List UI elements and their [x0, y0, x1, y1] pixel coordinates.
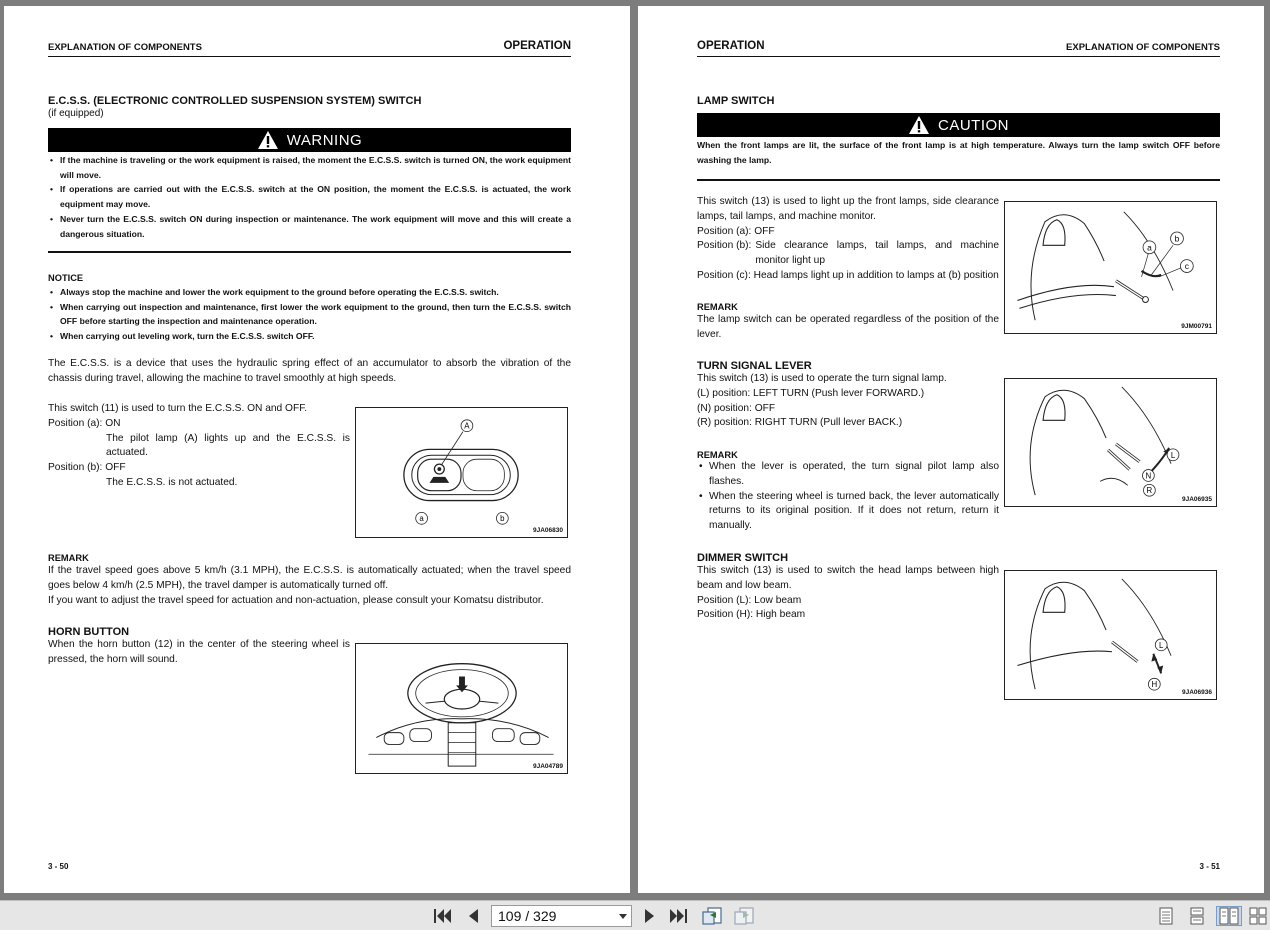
dimmer-lever-drawing	[1005, 571, 1216, 699]
position-label: Position (c):	[697, 269, 751, 281]
continuous-view-icon	[1190, 907, 1204, 925]
warning-item: • If the machine is traveling or the work equipment is raised, the moment the E.C.S.S. switch is turned ON, the work equipment will move.	[48, 153, 571, 182]
ecss-position-b	[48, 461, 350, 476]
position-value: Side clearance lamps, tail lamps, and machine monitor light up	[755, 240, 999, 267]
last-page-button[interactable]	[668, 906, 690, 926]
figure-callout: L	[1159, 640, 1164, 650]
figure-callout: c	[1184, 260, 1189, 271]
position-value: OFF	[105, 462, 126, 474]
figure-code: 9JA04789	[533, 763, 563, 770]
warning-triangle-icon	[257, 130, 279, 150]
warning-end-rule	[48, 251, 571, 253]
lamp-switch-figure	[1004, 201, 1217, 334]
warning-item: • If operations are carried out with the E.C.S.S. switch at the ON position, the moment the E.C.S.S. is actuated, the work equipment may move.	[48, 182, 571, 211]
warning-banner	[48, 128, 571, 152]
figure-callout: a	[1147, 242, 1152, 253]
continuous-facing-view-button[interactable]	[1248, 906, 1268, 926]
turn-signal-text	[697, 372, 999, 431]
previous-page-icon	[466, 907, 480, 925]
turn-signal-title: TURN SIGNAL LEVER	[697, 360, 812, 372]
go-back-button[interactable]	[700, 906, 724, 926]
figure-code: 9JA06830	[533, 527, 563, 534]
previous-page-button[interactable]	[463, 906, 483, 926]
lamp-remark-heading: REMARK	[697, 302, 738, 312]
go-forward-icon	[733, 906, 755, 926]
running-header-right: EXPLANATION OF COMPONENTS	[1066, 42, 1220, 53]
page-number-field[interactable]	[491, 905, 632, 927]
turn-remark-item: • When the lever is operated, the turn signal pilot lamp also flashes.	[697, 460, 999, 490]
ecss-switch-text	[48, 402, 350, 491]
notice-item: • When carrying out inspection and maintenance, first lower the work equipment to the ground, then turn the E.C.S.S. switch OFF before starting the inspection and maintenance operation.	[48, 300, 571, 329]
dimmer-position-h: Position (H): High beam	[697, 609, 806, 621]
position-label: Position (a):	[48, 417, 103, 429]
ecss-switch-intro: This switch (11) is used to turn the E.C.S.S. ON and OFF.	[48, 403, 308, 414]
running-header-left: OPERATION	[697, 40, 765, 52]
first-page-icon	[432, 907, 452, 925]
turn-remark-item: • When the steering wheel is turned back, the lever automatically returns to its original position. If it does not return, return it manually.	[697, 490, 999, 534]
figure-callout: H	[1151, 680, 1158, 690]
lamp-position-c	[697, 269, 999, 284]
turn-signal-position: (R) position: RIGHT TURN (Pull lever BACK.)	[697, 417, 903, 429]
figure-callout: a	[419, 514, 424, 524]
caution-end-rule	[697, 179, 1220, 181]
figure-code: 9JM00791	[1181, 323, 1212, 330]
turn-signal-intro: This switch (13) is used to operate the turn signal lamp.	[697, 373, 947, 384]
lamp-position-b	[697, 239, 999, 269]
continuous-facing-view-icon	[1249, 907, 1267, 925]
horn-figure	[355, 643, 568, 774]
manual-page-right	[638, 6, 1264, 893]
figure-callout: b	[1174, 233, 1180, 244]
lamp-lever-drawing	[1005, 202, 1216, 333]
position-value: OFF	[754, 225, 775, 237]
figure-code: 9JA06935	[1182, 496, 1212, 503]
caution-label: CAUTION	[938, 116, 1009, 134]
ecss-description: The E.C.S.S. is a device that uses the hydraulic spring effect of an accumulator to absorb the vibration of the chassis during travel, allowing the machine to travel smoothly at high speeds.	[48, 358, 571, 384]
ecss-subtitle: (if equipped)	[48, 108, 104, 119]
viewer-toolbar	[0, 900, 1270, 930]
ecss-title: E.C.S.S. (ELECTRONIC CONTROLLED SUSPENSION SYSTEM) SWITCH	[48, 95, 422, 107]
figure-code: 9JA06936	[1182, 689, 1212, 696]
single-page-view-icon	[1159, 907, 1173, 925]
dimmer-text	[697, 564, 999, 623]
page-number-right: 3 - 51	[1199, 862, 1220, 871]
go-forward-button[interactable]	[732, 906, 756, 926]
position-label: Position (b):	[697, 240, 752, 252]
manual-page-left	[4, 6, 630, 893]
facing-view-button[interactable]	[1216, 906, 1242, 926]
header-rule	[697, 56, 1220, 57]
lamp-remark: The lamp switch can be operated regardless of the position of the lever.	[697, 314, 999, 340]
horn-text: When the horn button (12) in the center of the steering wheel is pressed, the horn will sound.	[48, 639, 350, 665]
ecss-switch-figure	[355, 407, 568, 538]
dimmer-figure	[1004, 570, 1217, 700]
ecss-position-a	[48, 417, 350, 432]
dimmer-intro: This switch (13) is used to switch the head lamps between high beam and low beam.	[697, 565, 999, 591]
ecss-remark-2: If you want to adjust the travel speed for actuation and non-actuation, please consult your Komatsu distributor.	[48, 595, 544, 606]
last-page-icon	[669, 907, 689, 925]
ecss-switch-drawing	[356, 408, 567, 537]
first-page-button[interactable]	[431, 906, 453, 926]
position-value: Head lamps light up in addition to lamps at (b) position	[753, 269, 999, 281]
caution-triangle-icon	[908, 115, 930, 135]
turn-signal-position: (L) position: LEFT TURN (Push lever FORWARD.)	[697, 387, 925, 399]
page-number-value: 109 / 329	[498, 908, 557, 924]
lamp-position-a	[697, 225, 999, 240]
turn-remark-list	[697, 460, 999, 534]
chevron-down-icon[interactable]	[619, 914, 627, 919]
notice-item: • When carrying out leveling work, turn the E.C.S.S. switch OFF.	[48, 329, 571, 344]
continuous-view-button[interactable]	[1186, 906, 1208, 926]
caution-text: When the front lamps are lit, the surface of the front lamp is at high temperature. Always turn the lamp switch OFF before washing the lamp.	[697, 140, 1220, 165]
ecss-position-b-detail: The E.C.S.S. is not actuated.	[106, 476, 238, 488]
lamp-switch-text	[697, 195, 999, 284]
notice-item: • Always stop the machine and lower the work equipment to the ground before operating the E.C.S.S. switch.	[48, 285, 571, 300]
facing-view-icon	[1219, 907, 1239, 925]
ecss-position-a-detail: The pilot lamp (A) lights up and the E.C.S.S. is actuated.	[106, 432, 350, 459]
horn-title: HORN BUTTON	[48, 626, 130, 638]
position-value: ON	[105, 417, 121, 429]
figure-callout: b	[500, 514, 505, 524]
go-back-icon	[701, 906, 723, 926]
warning-label: WARNING	[286, 131, 363, 149]
position-label: Position (a):	[697, 225, 752, 237]
steering-wheel-drawing	[356, 644, 567, 773]
next-page-icon	[643, 907, 657, 925]
dimmer-position-l: Position (L): Low beam	[697, 594, 802, 606]
turn-lever-drawing	[1005, 379, 1216, 506]
figure-callout: R	[1146, 486, 1153, 496]
ecss-remark-heading: REMARK	[48, 553, 89, 563]
figure-callout: L	[1170, 450, 1176, 460]
warning-list	[48, 153, 571, 241]
header-rule	[48, 56, 571, 57]
notice-heading: NOTICE	[48, 273, 84, 283]
turn-remark-heading: REMARK	[697, 450, 738, 460]
turn-signal-figure	[1004, 378, 1217, 507]
notice-list	[48, 285, 571, 344]
lamp-title: LAMP SWITCH	[697, 95, 775, 107]
page-number-left: 3 - 50	[48, 862, 69, 871]
single-page-view-button[interactable]	[1155, 906, 1177, 926]
turn-signal-position: (N) position: OFF	[697, 402, 776, 414]
figure-callout: A	[464, 421, 470, 431]
caution-banner	[697, 113, 1220, 137]
running-header-left: EXPLANATION OF COMPONENTS	[48, 42, 202, 53]
warning-item: • Never turn the E.C.S.S. switch ON during inspection or maintenance. The work equipment will move and this will create a dangerous situation.	[48, 212, 571, 241]
running-header-right: OPERATION	[503, 40, 571, 52]
ecss-remark-1: If the travel speed goes above 5 km/h (3.1 MPH), the E.C.S.S. is automatically actuated; when the travel speed goes below 4 km/h (2.5 MPH), the travel damper is automatically turned off.	[48, 565, 571, 591]
figure-callout: N	[1145, 471, 1152, 481]
lamp-intro: This switch (13) is used to light up the front lamps, side clearance lamps, tail lamps, and machine monitor.	[697, 196, 999, 222]
position-label: Position (b):	[48, 462, 103, 474]
dimmer-title: DIMMER SWITCH	[697, 552, 789, 564]
next-page-button[interactable]	[640, 906, 660, 926]
